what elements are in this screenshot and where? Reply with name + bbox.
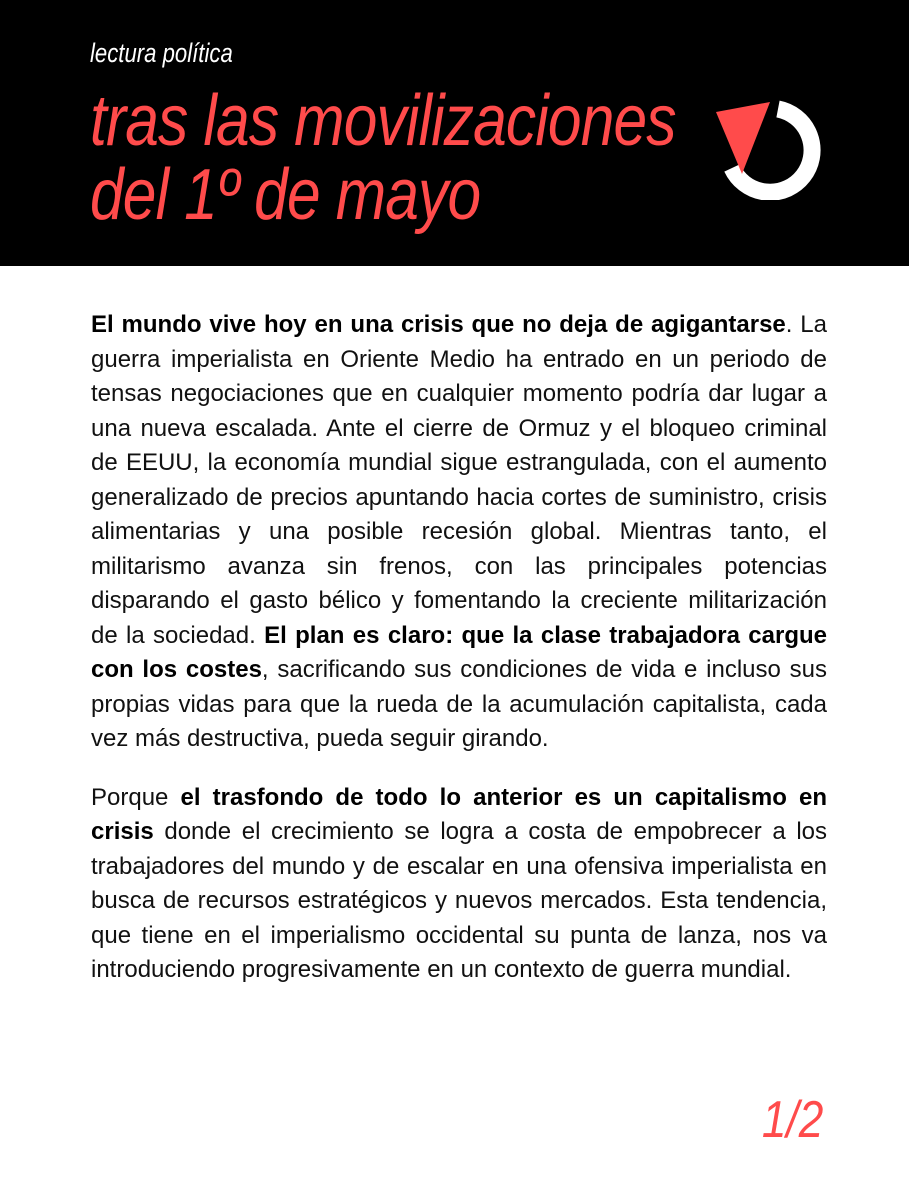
section-kicker: lectura política bbox=[90, 38, 233, 68]
highlight-text: el trasfondo de todo lo anterior es un capitalismo en crisis bbox=[91, 783, 828, 845]
title-line-1: tras las movilizaciones bbox=[90, 81, 676, 161]
header-banner bbox=[0, 0, 909, 266]
highlight-text: El mundo vive hoy en una crisis que no deja de agigantarse bbox=[91, 311, 786, 338]
paragraph-text: , sacrificando sus condiciones de vida e incluso sus propias vidas para que la rueda de la acumulación capitalista, cada vez más destructiva, pueda seguir girando. bbox=[91, 656, 827, 752]
paragraph-text: Porque bbox=[91, 783, 181, 811]
paragraph-1 bbox=[91, 308, 827, 757]
hammer-sickle-style-logo-icon bbox=[712, 100, 834, 200]
page-title bbox=[90, 81, 676, 235]
page-number: 1/2 bbox=[761, 1091, 823, 1149]
paragraph-text: . La guerra imperialista en Oriente Medio ha entrado en un periodo de tensas negociaciones que en cualquier momento podría dar lugar a una nueva escalada. Ante el cierre de Ormuz y el bloqueo criminal de EEUU, la economía mundial sigue estrangulada, con el aumento generalizado de precios apuntando hacia cortes de suministro, crisis alimentarias y una posible recesión global. Mientras tanto, el militarismo avanza sin frenos, con las principales potencias disparando el gasto bélico y fomentando la creciente militarización de la sociedad. bbox=[91, 311, 828, 649]
article-body bbox=[91, 308, 827, 1012]
paragraph-2 bbox=[91, 781, 827, 988]
paragraph-text: donde el crecimiento se logra a costa de empobrecer a los trabajadores del mundo y de escalar en una ofensiva imperialista en busca de recursos estratégicos y nuevos mercados. Esta tendencia, que tiene en el imperialismo occidental su punta de lanza, nos va introduciendo progresivamente en un contexto de guerra mundial. bbox=[91, 818, 827, 983]
title-line-2: del 1º de mayo bbox=[90, 155, 481, 235]
highlight-text: El plan es claro: que la clase trabajadora cargue con los costes bbox=[91, 621, 828, 683]
